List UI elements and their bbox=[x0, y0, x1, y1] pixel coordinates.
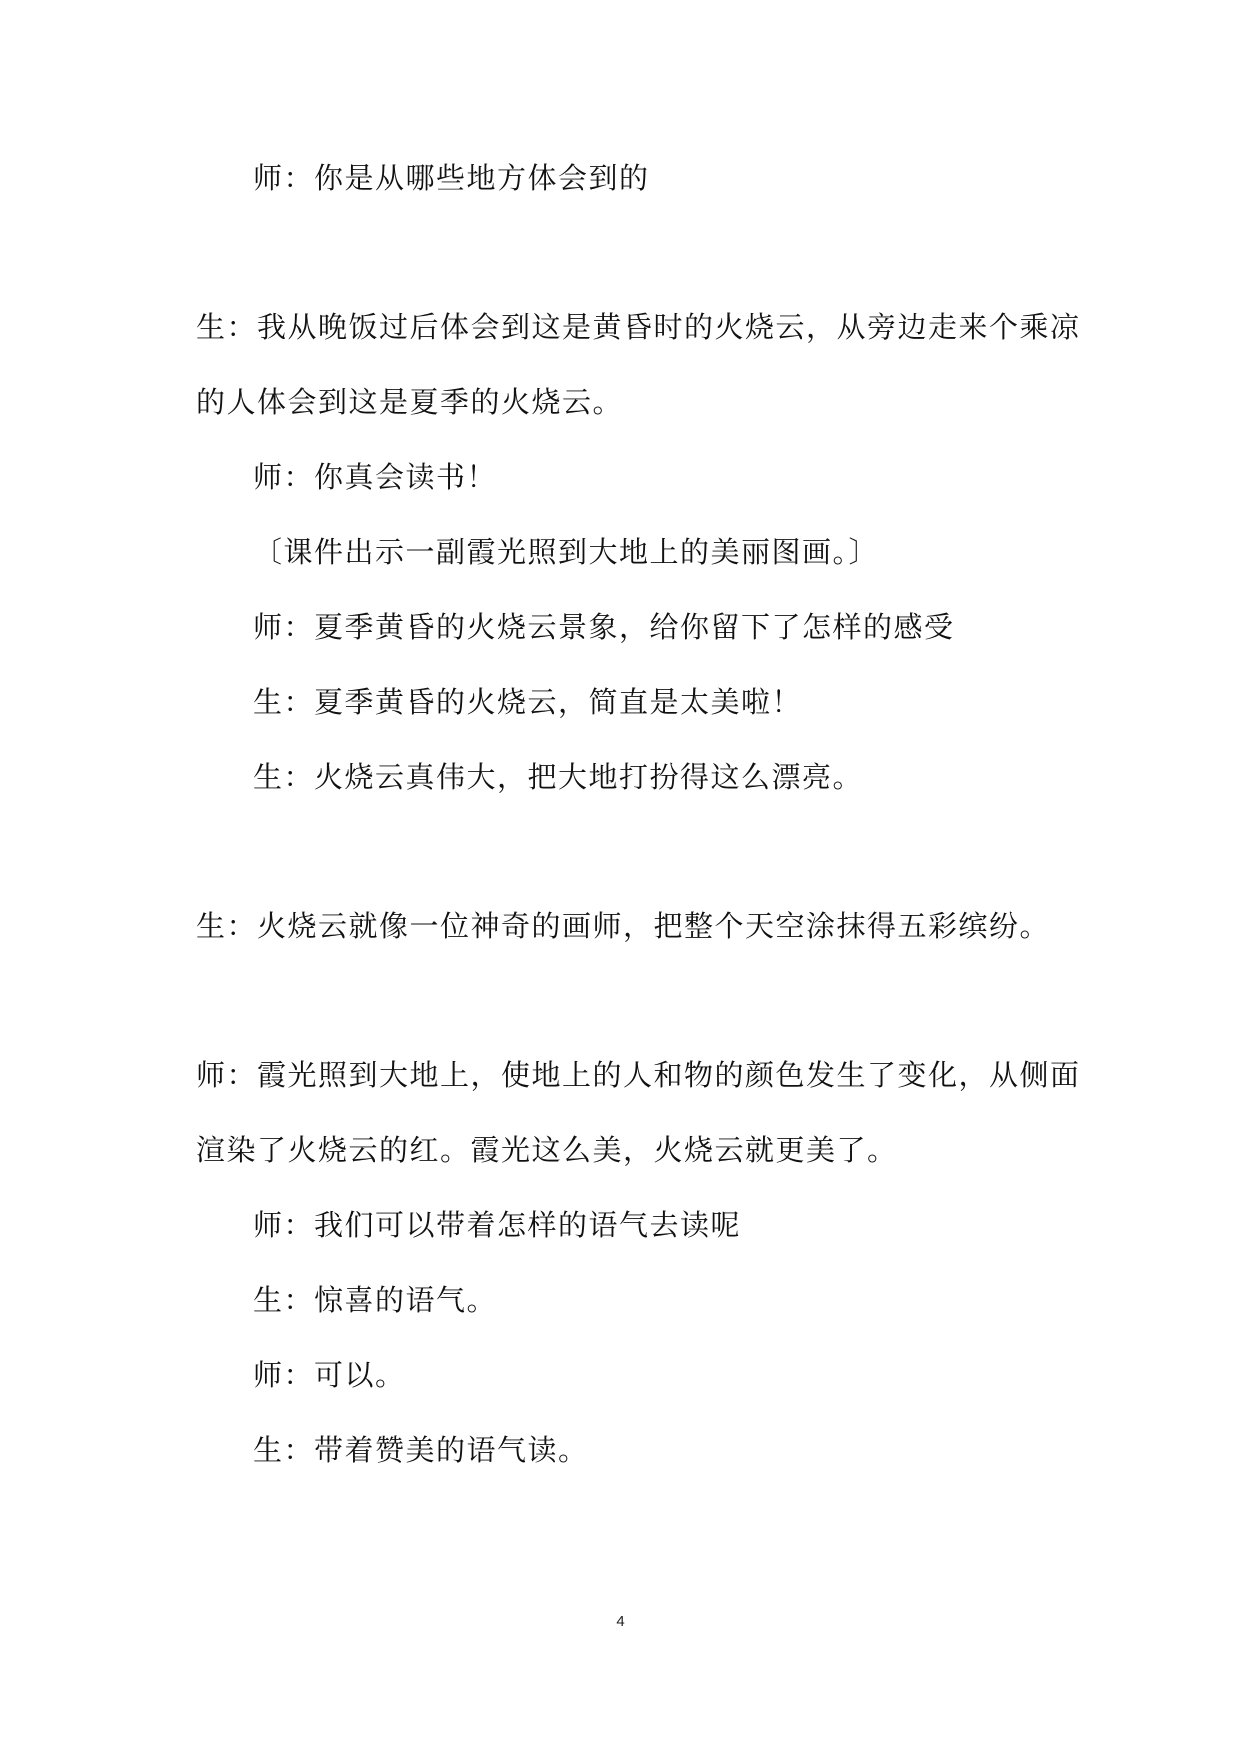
text-line: 渲染了火烧云的红。霞光这么美，火烧云就更美了。 bbox=[196, 1133, 898, 1167]
text-line: 〔课件出示一副霞光照到大地上的美丽图画。〕 bbox=[253, 535, 880, 569]
text-line: 师：你真会读书！ bbox=[253, 460, 498, 494]
text-line: 生：夏季黄昏的火烧云，简直是太美啦！ bbox=[253, 685, 803, 719]
text-line: 生：我从晚饭过后体会到这是黄昏时的火烧云，从旁边走来个乘凉 bbox=[196, 310, 1081, 344]
text-line: 师：夏季黄昏的火烧云景象，给你留下了怎样的感受 bbox=[253, 610, 955, 644]
text-line: 的人体会到这是夏季的火烧云。 bbox=[196, 385, 624, 419]
text-line: 生：惊喜的语气。 bbox=[253, 1283, 498, 1317]
text-line: 生：火烧云就像一位神奇的画师，把整个天空涂抹得五彩缤纷。 bbox=[196, 909, 1051, 943]
text-line: 师：霞光照到大地上，使地上的人和物的颜色发生了变化，从侧面 bbox=[196, 1058, 1081, 1092]
text-line: 生：带着赞美的语气读。 bbox=[253, 1433, 589, 1467]
text-line: 师：你是从哪些地方体会到的 bbox=[253, 161, 650, 195]
text-line: 师：可以。 bbox=[253, 1358, 406, 1392]
page-number: 4 bbox=[616, 1613, 625, 1630]
text-line: 师：我们可以带着怎样的语气去读呢 bbox=[253, 1208, 742, 1242]
text-line: 生：火烧云真伟大，把大地打扮得这么漂亮。 bbox=[253, 760, 864, 794]
